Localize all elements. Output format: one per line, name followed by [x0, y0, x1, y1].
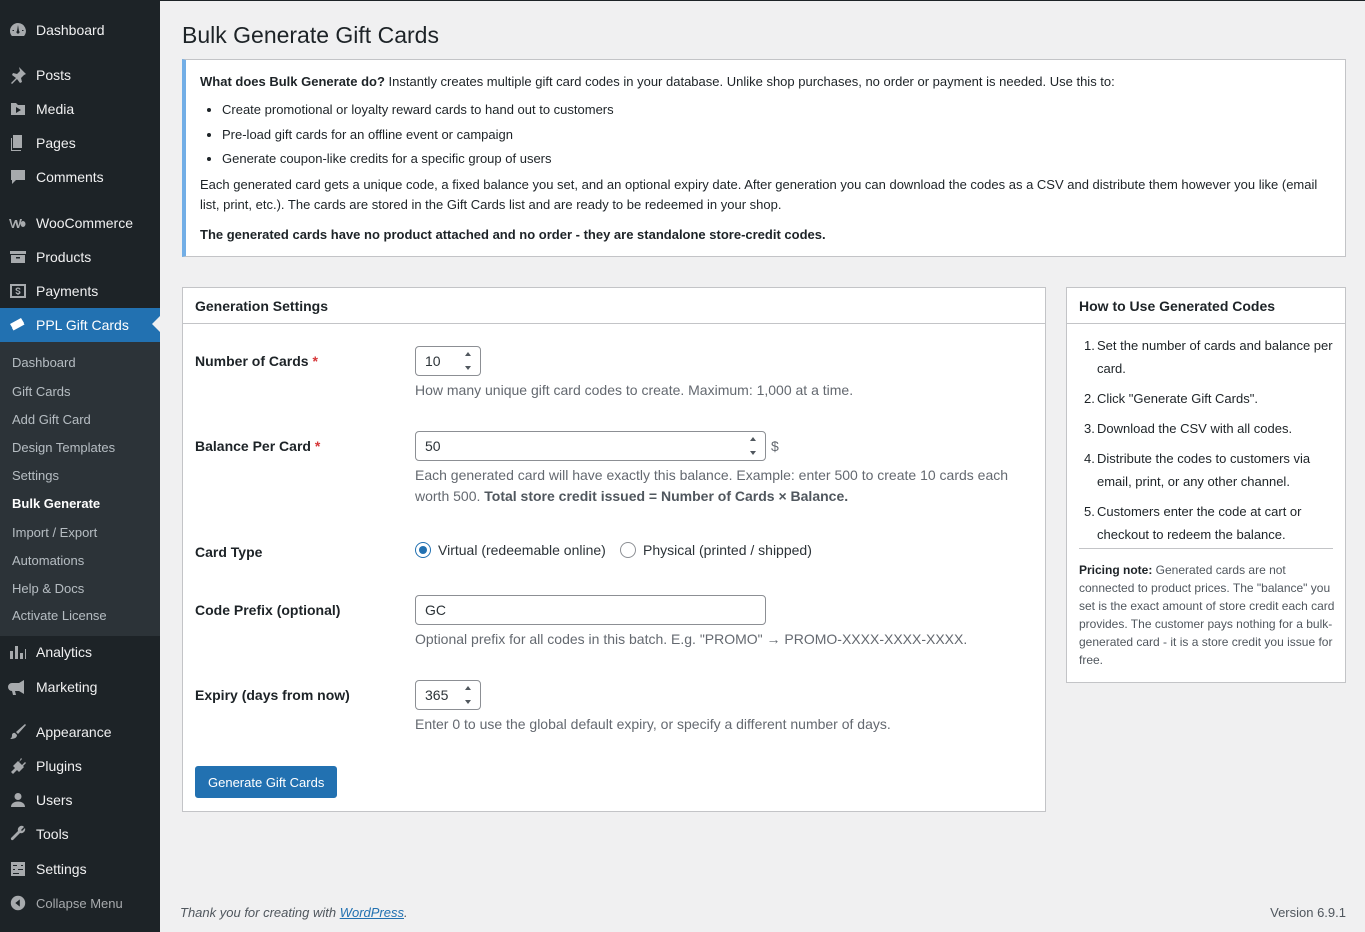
menu-ppl-gift-cards[interactable] [0, 308, 160, 342]
footer-thanks [180, 905, 408, 920]
balance-description [415, 465, 1025, 507]
collapse-icon [0, 894, 36, 912]
submenu-activate-license[interactable]: Activate License [12, 608, 107, 623]
menu-label: Comments [36, 169, 104, 185]
card-type-virtual-radio[interactable] [415, 542, 606, 558]
admin-sidebar [0, 0, 160, 932]
menu-pages[interactable] [0, 126, 160, 160]
info-notice [182, 59, 1346, 257]
notice-bold-note: The generated cards have no product attached and no order - they are standalone store-credit codes. [200, 227, 826, 242]
footer-thanks-text: Thank you for creating with [180, 905, 340, 920]
howto-step-text: Download the CSV with all codes. [1097, 421, 1293, 436]
howto-step-text: Customers enter the code at cart or checkout to redeem the balance. [1097, 504, 1302, 542]
code-prefix-label: Code Prefix (optional) [195, 602, 341, 618]
dollar-icon [0, 274, 36, 308]
menu-label: Media [36, 101, 75, 117]
balance-input[interactable] [415, 431, 766, 461]
notice-paragraph: Each generated card gets a unique code, a fixed balance you set, and an optional expiry date. After generation you can download the codes as a CSV and distribute them however you like (email list, print, etc.). The cards are stored in the Gift Cards list and are ready to be redeemed in your shop. [200, 177, 1318, 212]
menu-label: Analytics [36, 644, 93, 660]
generate-gift-cards-button[interactable]: Generate Gift Cards [195, 766, 337, 798]
num-cards-value: 10 [425, 353, 441, 369]
media-icon [0, 92, 36, 126]
menu-label: Payments [36, 283, 99, 299]
admin-bar-edge [0, 0, 1365, 1]
notice-intro [200, 72, 1331, 92]
submenu-settings[interactable]: Settings [12, 468, 59, 483]
submenu-gift-cards[interactable]: Gift Cards [12, 384, 71, 399]
radio-label: Physical (printed / shipped) [643, 542, 812, 558]
divider [1079, 548, 1333, 549]
menu-analytics[interactable] [0, 635, 160, 669]
comment-icon [0, 160, 36, 194]
num-cards-label [195, 353, 318, 369]
footer-version: Version 6.9.1 [1270, 905, 1346, 920]
menu-products[interactable] [0, 240, 160, 274]
how-to-use-box [1066, 287, 1346, 683]
tickets-icon [0, 308, 36, 342]
menu-label: Marketing [36, 679, 98, 695]
menu-label: Products [36, 249, 92, 265]
notice-intro-text: Instantly creates multiple gift card codes in your database. Unlike shop purchases, no order or payment is needed. Use this to: [384, 74, 1115, 89]
menu-label: Tools [36, 826, 69, 842]
num-cards-input[interactable] [415, 346, 481, 376]
menu-label: PPL Gift Cards [36, 317, 129, 333]
settings-box-title: Generation Settings [183, 288, 1045, 324]
wordpress-link[interactable]: WordPress [339, 905, 404, 920]
notice-bullet: • Generate coupon-like credits for a specific group of users [222, 149, 1331, 169]
notice-bullet-list [222, 100, 1331, 169]
submenu-automations[interactable]: Automations [12, 553, 85, 568]
radio-selected-icon [415, 542, 431, 558]
menu-payments[interactable] [0, 274, 160, 308]
balance-label-text: Balance Per Card [195, 438, 311, 454]
num-cards-label-text: Number of Cards [195, 353, 309, 369]
menu-settings[interactable] [0, 852, 160, 886]
page-title: Bulk Generate Gift Cards [182, 22, 439, 48]
howto-step: 3. Download the CSV with all codes. [1084, 421, 1293, 436]
generation-settings-box [182, 287, 1046, 812]
pricing-note-bold: Pricing note: [1079, 563, 1153, 577]
megaphone-icon [0, 670, 36, 704]
menu-label: Appearance [36, 724, 112, 740]
menu-label: Posts [36, 67, 72, 83]
balance-desc-text: Each generated card will have exactly this balance. Example: enter 500 to create 10 cards each worth 500. [415, 467, 1009, 504]
expiry-days-input[interactable] [415, 680, 481, 710]
required-marker: * [312, 353, 318, 369]
code-prefix-description: Optional prefix for all codes in this batch. E.g. "PROMO" → PROMO-XXXX-XXXX-XXXX. [415, 631, 968, 647]
menu-label: Settings [36, 861, 87, 877]
notice-intro-bold: What does Bulk Generate do? [200, 74, 385, 89]
balance-spinner[interactable] [747, 437, 759, 455]
menu-label: WooCommerce [36, 215, 133, 231]
gift-cards-submenu [0, 342, 160, 636]
pricing-note [1079, 561, 1335, 669]
menu-woocommerce[interactable] [0, 206, 160, 240]
collapse-label: Collapse Menu [36, 895, 123, 911]
menu-label: Plugins [36, 758, 82, 774]
user-icon [0, 783, 36, 817]
balance-value: 50 [425, 438, 441, 454]
radio-unselected-icon [620, 542, 636, 558]
expiry-value: 365 [425, 687, 449, 703]
expiry-description: Enter 0 to use the global default expiry, or specify a different number of days. [415, 716, 891, 732]
howto-step: 5. Customers enter the code at cart or checkout to redeem the balance. [1084, 504, 1302, 542]
wrench-icon [0, 817, 36, 851]
code-prefix-input[interactable] [415, 595, 766, 625]
expiry-label: Expiry (days from now) [195, 687, 350, 703]
howto-step: 2. Click "Generate Gift Cards". [1084, 391, 1258, 406]
card-type-physical-radio[interactable] [620, 542, 812, 558]
code-prefix-value: GC [425, 602, 446, 618]
required-marker: * [314, 438, 321, 454]
footer-thanks-end: . [404, 905, 408, 920]
menu-posts[interactable] [0, 58, 160, 92]
menu-marketing[interactable] [0, 670, 160, 704]
num-cards-spinner[interactable] [462, 352, 474, 370]
pricing-note-text: Generated cards are not connected to product prices. The "balance" you set is the exact amount of store credit each card provides. The customer pays nothing for a bulk-generated card - it is a store credit you issue for free. [1079, 563, 1335, 667]
currency-symbol: $ [771, 438, 779, 454]
howto-box-title: How to Use Generated Codes [1067, 288, 1345, 324]
submenu-design-templates[interactable]: Design Templates [12, 440, 116, 455]
howto-step-text: Click "Generate Gift Cards". [1097, 391, 1258, 406]
expiry-spinner[interactable] [462, 686, 474, 704]
balance-desc-bold: Total store credit issued = Number of Cards × Balance. [484, 488, 849, 504]
settings-icon [0, 852, 36, 886]
woo-icon [0, 206, 36, 240]
notice-bullet: • Pre-load gift cards for an offline event or campaign [222, 125, 1331, 145]
howto-step-text: Set the number of cards and balance per card. [1097, 338, 1333, 376]
menu-tools[interactable] [0, 817, 160, 851]
menu-users[interactable] [0, 783, 160, 817]
submenu-help-docs[interactable]: Help & Docs [12, 581, 85, 596]
menu-label: Users [36, 792, 73, 808]
submenu-dashboard[interactable]: Dashboard [12, 355, 76, 370]
radio-label: Virtual (redeemable online) [438, 542, 606, 558]
submenu-bulk-generate[interactable]: Bulk Generate [12, 496, 101, 511]
howto-step: 1. Set the number of cards and balance per card. [1084, 338, 1333, 376]
chart-icon [0, 635, 36, 669]
menu-label: Pages [36, 135, 76, 151]
menu-plugins[interactable] [0, 749, 160, 783]
menu-media[interactable] [0, 92, 160, 126]
submenu-add-gift-card[interactable]: Add Gift Card [12, 412, 91, 427]
notice-bullet: • Create promotional or loyalty reward cards to hand out to customers [222, 100, 1331, 120]
menu-label: Dashboard [36, 22, 105, 38]
howto-steps [1079, 334, 1333, 553]
menu-comments[interactable] [0, 160, 160, 194]
balance-label [195, 438, 320, 454]
dashboard-icon [0, 13, 36, 47]
submenu-import-export[interactable]: Import / Export [12, 525, 98, 540]
plugin-icon [0, 749, 36, 783]
pin-icon [0, 58, 36, 92]
collapse-menu-button[interactable] [0, 889, 160, 917]
num-cards-description: How many unique gift card codes to create. Maximum: 1,000 at a time. [415, 382, 854, 398]
menu-appearance[interactable] [0, 715, 160, 749]
howto-step-text: Distribute the codes to customers via email, print, or any other channel. [1097, 451, 1311, 489]
archive-icon [0, 240, 36, 274]
menu-dashboard[interactable] [0, 13, 160, 47]
brush-icon [0, 715, 36, 749]
pages-icon [0, 126, 36, 160]
card-type-label: Card Type [195, 544, 263, 560]
howto-step: 4. Distribute the codes to customers via email, print, or any other channel. [1084, 451, 1311, 489]
